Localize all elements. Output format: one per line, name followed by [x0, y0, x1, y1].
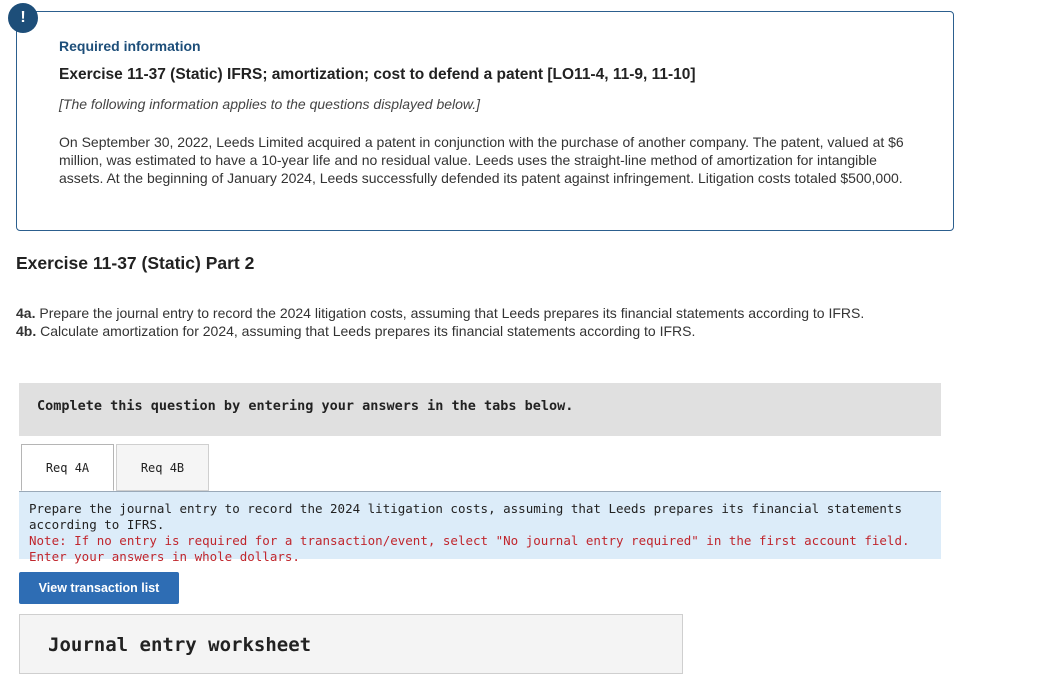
required-information-box [16, 11, 954, 231]
tab-req-4b[interactable]: Req 4B [116, 444, 209, 491]
question-label: 4b. [16, 323, 37, 339]
question-4b [16, 322, 941, 340]
exercise-description: On September 30, 2022, Leeds Limited acquired a patent in conjunction with the purchase of another company. The patent, valued at $6 million, was estimated to have a 10-year life and no residual value. Leeds uses the straight-line method of amortization for intangible assets. At the beginning of January 2024, Leeds successfully defended its patent against infringement. Litigation costs totaled $500,000. [59, 134, 904, 186]
instructions-main: Prepare the journal entry to record the 2024 litigation costs, assuming that Leeds prepares its financial statements according to IFRS. [29, 501, 902, 532]
view-transaction-list-button[interactable]: View transaction list [19, 572, 179, 604]
instructions-banner [19, 383, 941, 436]
question-text: Prepare the journal entry to record the 2024 litigation costs, assuming that Leeds prepares its financial statements according to IFRS. [39, 305, 865, 321]
tab-req-4a[interactable]: Req 4A [21, 444, 114, 491]
journal-entry-worksheet [19, 614, 683, 674]
applies-note: [The following information applies to the questions displayed below.] [59, 96, 481, 112]
question-label: 4a. [16, 305, 36, 321]
worksheet-title: Journal entry worksheet [48, 634, 312, 656]
instructions-banner-text: Complete this question by entering your answers in the tabs below. [37, 398, 574, 414]
question-text: Calculate amortization for 2024, assuming that Leeds prepares its financial statements according to IFRS. [40, 323, 696, 339]
question-list [16, 304, 941, 340]
question-4a [16, 304, 941, 322]
instructions-note: Note: If no entry is required for a transaction/event, select "No journal entry required" in the first account field. Enter your answers in whole dollars. [29, 533, 910, 564]
part-title: Exercise 11-37 (Static) Part 2 [16, 253, 255, 273]
required-information-heading: Required information [59, 38, 201, 54]
alert-icon: ! [8, 3, 38, 33]
tab-instructions [19, 492, 941, 564]
exercise-title: Exercise 11-37 (Static) IFRS; amortization; cost to defend a patent [LO11-4, 11-9, 11-10] [59, 66, 696, 83]
